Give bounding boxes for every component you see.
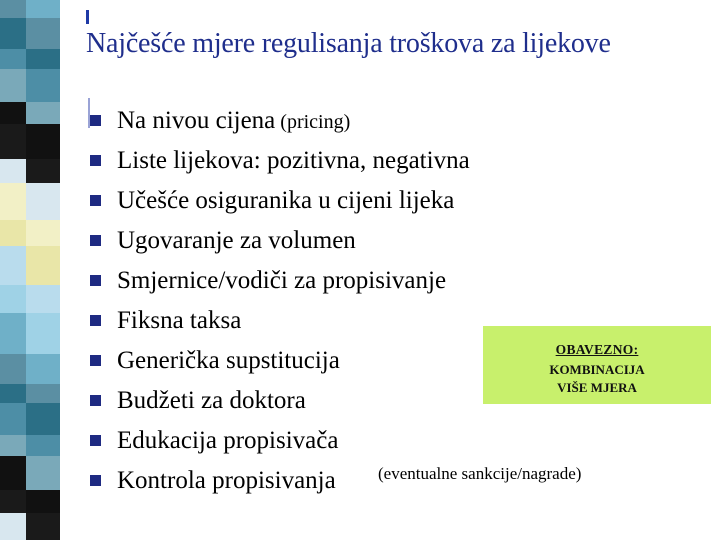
stripe-block [0,313,26,354]
slide-title: Najčešće mjere regulisanja troškova za lijekove [86,28,611,59]
stripe-block [0,69,26,102]
stripe-block [0,220,26,246]
stripe-block [0,513,26,540]
title-accent-mark [86,10,89,24]
stripe-block [26,124,60,159]
bullet-text: Generička supstitucija [117,347,340,374]
callout-box [483,326,711,404]
stripe-block [26,18,60,49]
stripe-block [0,124,26,159]
stripe-block [0,435,26,456]
callout-heading: OBAVEZNO: [555,342,639,357]
stripe-block [0,384,26,403]
bullet-text: Liste lijekova: pozitivna, negativna [117,147,470,174]
decorative-side-stripe [0,0,60,540]
bullet-text: Edukacija propisivača [117,427,339,454]
bullet-text: Smjernice/vodiči za propisivanje [117,267,447,294]
stripe-block [26,403,60,435]
bullet-square-icon [90,435,101,446]
sanctions-note: (eventualne sankcije/nagrade) [378,464,582,483]
stripe-block [26,159,60,183]
stripe-block [0,354,26,384]
stripe-block [0,246,26,285]
stripe-block [0,183,26,220]
stripe-block [26,49,60,69]
stripe-block [26,513,60,540]
stripe-block [26,102,60,124]
bullet-square-icon [90,315,101,326]
bullet-text: Kontrola propisivanja [117,467,336,494]
bullet-text: Budžeti za doktora [117,387,306,414]
bullet-square-icon [90,475,101,486]
bullet-text: Fiksna taksa [117,307,242,334]
stripe-block [0,285,26,313]
stripe-block [0,102,26,124]
stripe-block [26,435,60,456]
stripe-block [0,456,26,490]
bullet-square-icon [90,275,101,286]
stripe-block [0,18,26,49]
stripe-block [0,159,26,183]
stripe-block [0,49,26,69]
bullet-suffix: (pricing) [275,111,351,133]
stripe-block [26,456,60,490]
callout-line: VIŠE MJERA [557,380,637,395]
bullet-text: Učešće osiguranika u cijeni lijeka [117,187,455,214]
bullet-square-icon [90,195,101,206]
bullet-text: Ugovaranje za volumen [117,227,356,254]
stripe-block [0,403,26,435]
stripe-block [26,0,60,18]
stripe-block [26,384,60,403]
bullet-square-icon [90,115,101,126]
bullet-square-icon [90,355,101,366]
bullet-square-icon [90,395,101,406]
stripe-block [26,285,60,313]
bullet-square-icon [90,235,101,246]
stripe-block [26,183,60,220]
stripe-block [0,0,26,18]
stripe-block [26,69,60,102]
stripe-block [26,490,60,513]
stripe-block [26,220,60,246]
bullet-text: Na nivou cijena [117,107,276,134]
stripe-block [0,490,26,513]
bullet-square-icon [90,155,101,166]
callout-line: KOMBINACIJA [549,362,645,377]
stripe-block [26,313,60,354]
stripe-block [26,246,60,285]
stripe-block [26,354,60,384]
